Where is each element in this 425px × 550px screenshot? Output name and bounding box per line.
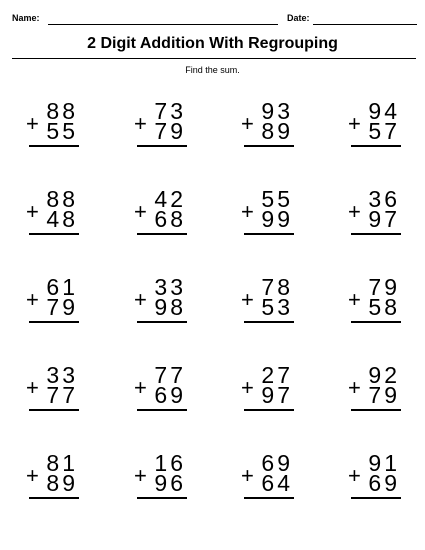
bottom-addend: 79 — [154, 118, 186, 144]
plus-sign: + — [26, 463, 39, 488]
date-label: Date: — [287, 13, 310, 23]
plus-sign: + — [348, 111, 361, 136]
addition-problem — [134, 276, 194, 336]
top-addend: 27 — [261, 362, 293, 388]
plus-sign: + — [134, 111, 147, 136]
addition-problem — [134, 364, 194, 424]
plus-sign: + — [241, 111, 254, 136]
addition-problem — [241, 188, 301, 248]
bottom-addend: 79 — [46, 294, 78, 320]
answer-line[interactable] — [351, 321, 401, 323]
plus-sign: + — [134, 375, 147, 400]
answer-line[interactable] — [244, 145, 294, 147]
bottom-addend: 98 — [154, 294, 186, 320]
answer-line[interactable] — [351, 233, 401, 235]
answer-line[interactable] — [29, 497, 79, 499]
top-addend: 88 — [46, 98, 78, 124]
top-addend: 78 — [261, 274, 293, 300]
plus-sign: + — [241, 463, 254, 488]
answer-line[interactable] — [244, 409, 294, 411]
addition-problem — [348, 188, 408, 248]
bottom-addend: 89 — [261, 118, 293, 144]
top-addend: 16 — [154, 450, 186, 476]
top-addend: 77 — [154, 362, 186, 388]
top-addend: 91 — [368, 450, 400, 476]
plus-sign: + — [348, 463, 361, 488]
addition-problem — [134, 452, 194, 512]
answer-line[interactable] — [29, 321, 79, 323]
bottom-addend: 68 — [154, 206, 186, 232]
top-addend: 94 — [368, 98, 400, 124]
plus-sign: + — [26, 287, 39, 312]
plus-sign: + — [26, 375, 39, 400]
plus-sign: + — [348, 199, 361, 224]
top-addend: 33 — [46, 362, 78, 388]
top-addend: 36 — [368, 186, 400, 212]
addition-problem — [241, 100, 301, 160]
top-addend: 33 — [154, 274, 186, 300]
addition-problem — [348, 276, 408, 336]
bottom-addend: 48 — [46, 206, 78, 232]
bottom-addend: 55 — [46, 118, 78, 144]
bottom-addend: 64 — [261, 470, 293, 496]
bottom-addend: 69 — [368, 470, 400, 496]
bottom-addend: 58 — [368, 294, 400, 320]
top-addend: 42 — [154, 186, 186, 212]
answer-line[interactable] — [137, 233, 187, 235]
name-label: Name: — [12, 13, 40, 23]
answer-line[interactable] — [244, 497, 294, 499]
addition-problem — [26, 100, 86, 160]
addition-problem — [134, 100, 194, 160]
addition-problem — [26, 452, 86, 512]
answer-line[interactable] — [137, 145, 187, 147]
answer-line[interactable] — [244, 233, 294, 235]
answer-line[interactable] — [137, 321, 187, 323]
addition-problem — [26, 364, 86, 424]
worksheet-title: 2 Digit Addition With Regrouping — [87, 35, 338, 52]
answer-line[interactable] — [137, 409, 187, 411]
bottom-addend: 97 — [261, 382, 293, 408]
top-addend: 61 — [46, 274, 78, 300]
addition-problem — [26, 276, 86, 336]
plus-sign: + — [241, 287, 254, 312]
answer-line[interactable] — [351, 409, 401, 411]
bottom-addend: 77 — [46, 382, 78, 408]
addition-problem — [26, 188, 86, 248]
bottom-addend: 97 — [368, 206, 400, 232]
top-addend: 79 — [368, 274, 400, 300]
answer-line[interactable] — [351, 497, 401, 499]
addition-problem — [241, 452, 301, 512]
plus-sign: + — [348, 375, 361, 400]
addition-problem — [134, 188, 194, 248]
answer-line[interactable] — [29, 145, 79, 147]
addition-problem — [348, 452, 408, 512]
bottom-addend: 99 — [261, 206, 293, 232]
bottom-addend: 69 — [154, 382, 186, 408]
top-addend: 81 — [46, 450, 78, 476]
answer-line[interactable] — [137, 497, 187, 499]
plus-sign: + — [26, 199, 39, 224]
top-addend: 93 — [261, 98, 293, 124]
addition-problem — [348, 364, 408, 424]
top-addend: 73 — [154, 98, 186, 124]
plus-sign: + — [134, 199, 147, 224]
answer-line[interactable] — [244, 321, 294, 323]
bottom-addend: 96 — [154, 470, 186, 496]
plus-sign: + — [26, 111, 39, 136]
instructions-text: Find the sum. — [185, 65, 240, 75]
top-addend: 69 — [261, 450, 293, 476]
bottom-addend: 89 — [46, 470, 78, 496]
plus-sign: + — [241, 199, 254, 224]
top-addend: 92 — [368, 362, 400, 388]
addition-problem — [241, 364, 301, 424]
bottom-addend: 79 — [368, 382, 400, 408]
bottom-addend: 53 — [261, 294, 293, 320]
plus-sign: + — [241, 375, 254, 400]
addition-problem — [241, 276, 301, 336]
answer-line[interactable] — [29, 233, 79, 235]
addition-problem — [348, 100, 408, 160]
plus-sign: + — [134, 287, 147, 312]
top-addend: 88 — [46, 186, 78, 212]
bottom-addend: 57 — [368, 118, 400, 144]
top-addend: 55 — [261, 186, 293, 212]
answer-line[interactable] — [29, 409, 79, 411]
answer-line[interactable] — [351, 145, 401, 147]
plus-sign: + — [348, 287, 361, 312]
plus-sign: + — [134, 463, 147, 488]
